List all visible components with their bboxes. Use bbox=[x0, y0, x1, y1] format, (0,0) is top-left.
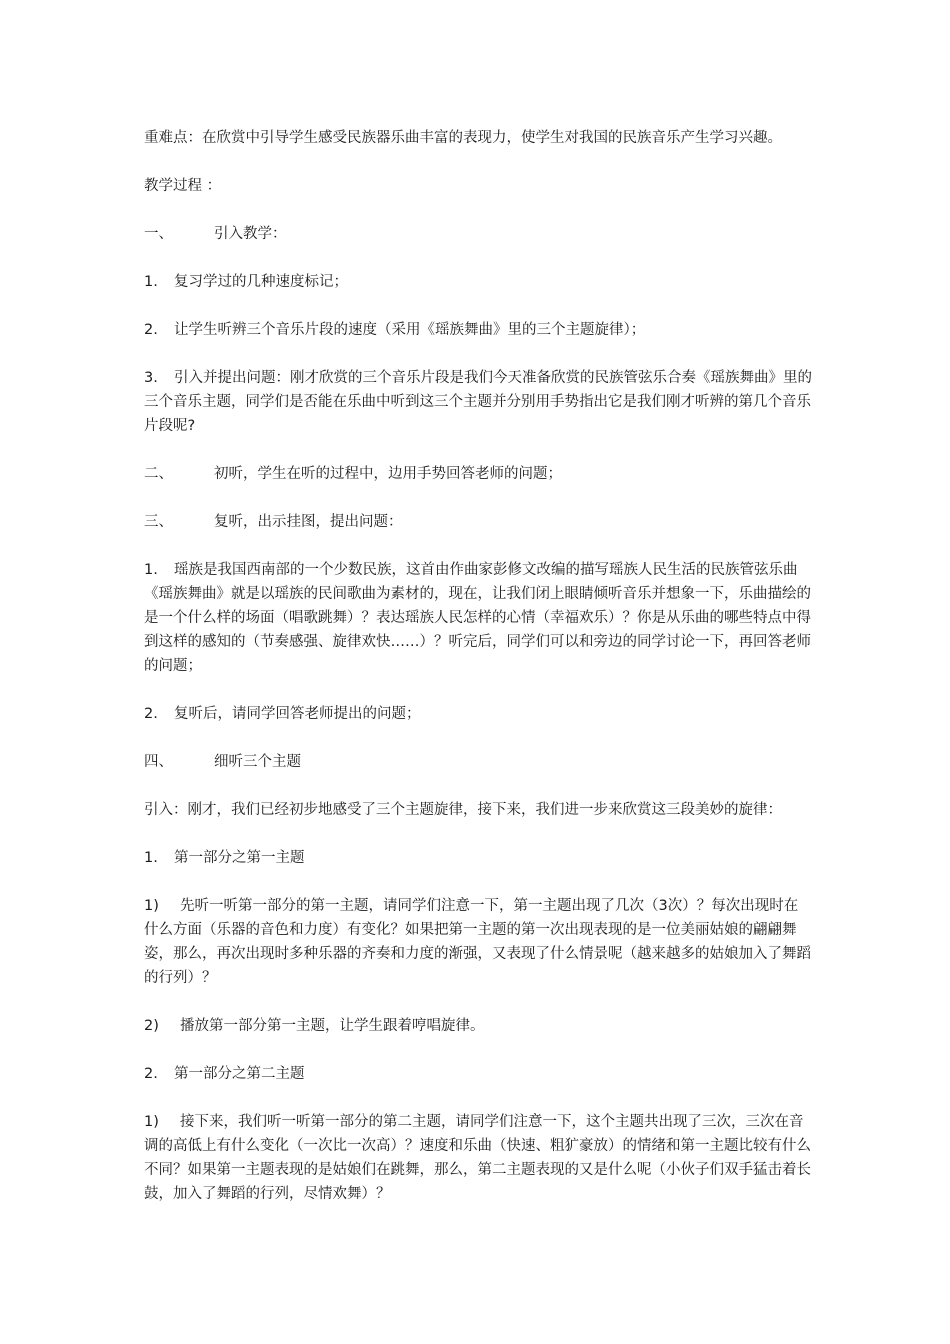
sub-item-number: 1) bbox=[144, 898, 159, 914]
sub-item-text: 先听一听第一部分的第一主题，请同学们注意一下，第一主题出现了几次（3次）？每次出现时在什么方面（乐器的音色和力度）有变化？如果把第一主题的第一次出现表现的是一位美丽姑娘的翩翩舞姿，那么，再次出现时多种乐器的齐奏和力度的渐强，又表现了什么情景呢（越来越多的姑娘加入了舞蹈的行列）？ bbox=[144, 898, 811, 986]
section-title: 细听三个主题 bbox=[214, 754, 301, 770]
list-item bbox=[144, 1062, 812, 1086]
item-number: 2. bbox=[144, 322, 158, 338]
section-number: 三、 bbox=[144, 514, 173, 530]
item-text: 引入并提出问题：刚才欣赏的三个音乐片段是我们今天准备欣赏的民族管弦乐合奏《瑶族舞曲》里的三个音乐主题，同学们是否能在乐曲中听到这三个主题并分别用手势指出它是我们刚才听辨的第几个音乐片段呢? bbox=[144, 370, 812, 434]
sub-list-item bbox=[144, 894, 812, 990]
item-text: 让学生听辨三个音乐片段的速度（采用《瑶族舞曲》里的三个主题旋律）； bbox=[174, 322, 646, 338]
item-number: 1. bbox=[144, 274, 158, 290]
sub-item-number: 2) bbox=[144, 1018, 159, 1034]
item-number: 1. bbox=[144, 562, 158, 578]
item-text: 复习学过的几种速度标记； bbox=[174, 274, 348, 290]
section-1-heading bbox=[144, 222, 812, 246]
sub-item-number: 1) bbox=[144, 1114, 159, 1130]
document-body bbox=[144, 126, 812, 1206]
section-4-intro: 引入：刚才，我们已经初步地感受了三个主题旋律，接下来，我们进一步来欣赏这三段美妙的旋律： bbox=[144, 802, 782, 818]
sub-list-item bbox=[144, 1014, 812, 1038]
item-number: 2. bbox=[144, 706, 158, 722]
section-title: 引入教学： bbox=[214, 226, 287, 242]
item-text: 第一部分之第一主题 bbox=[174, 850, 305, 866]
item-number: 1. bbox=[144, 850, 158, 866]
item-text: 复听后，请同学回答老师提出的问题； bbox=[174, 706, 421, 722]
list-item bbox=[144, 318, 812, 342]
section-title: 初听，学生在听的过程中，边用手势回答老师的问题； bbox=[214, 466, 562, 482]
item-text: 瑶族是我国西南部的一个少数民族，这首由作曲家彭修文改编的描写瑶族人民生活的民族管弦乐曲《瑶族舞曲》就是以瑶族的民间歌曲为素材的，现在，让我们闭上眼睛倾听音乐并想象一下，乐曲描绘的是一个什么样的场面（唱歌跳舞）？表达瑶族人民怎样的心情（幸福欢乐）？你是从乐曲的哪些特点中得到这样的感知的（节奏感强、旋律欢快……）？听完后，同学们可以和旁边的同学讨论一下，再回答老师的问题； bbox=[144, 562, 811, 674]
key-points: 重难点：在欣赏中引导学生感受民族器乐曲丰富的表现力，使学生对我国的民族音乐产生学习兴趣。 bbox=[144, 130, 782, 146]
list-item bbox=[144, 846, 812, 870]
item-text: 第一部分之第二主题 bbox=[174, 1066, 305, 1082]
section-3-heading bbox=[144, 510, 812, 534]
section-number: 四、 bbox=[144, 754, 173, 770]
section-title: 复听，出示挂图，提出问题： bbox=[214, 514, 403, 530]
section-4-heading bbox=[144, 750, 812, 774]
sub-item-text: 播放第一部分第一主题，让学生跟着哼唱旋律。 bbox=[180, 1018, 485, 1034]
section-number: 二、 bbox=[144, 466, 173, 482]
list-item bbox=[144, 702, 812, 726]
item-number: 2. bbox=[144, 1066, 158, 1082]
sub-list-item bbox=[144, 1110, 812, 1206]
section-number: 一、 bbox=[144, 226, 173, 242]
item-number: 3. bbox=[144, 370, 158, 386]
process-title: 教学过程 ： bbox=[144, 178, 222, 194]
list-item bbox=[144, 270, 812, 294]
list-item bbox=[144, 558, 812, 678]
list-item bbox=[144, 366, 812, 438]
sub-item-text: 接下来，我们听一听第一部分的第二主题，请同学们注意一下，这个主题共出现了三次，三次在音调的高低上有什么变化（一次比一次高）？速度和乐曲（快速、粗犷豪放）的情绪和第一主题比较有什么不同？如果第一主题表现的是姑娘们在跳舞，那么，第二主题表现的又是什么呢（小伙子们双手猛击着长鼓，加入了舞蹈的行列，尽情欢舞）？ bbox=[144, 1114, 811, 1202]
section-2-heading bbox=[144, 462, 812, 486]
